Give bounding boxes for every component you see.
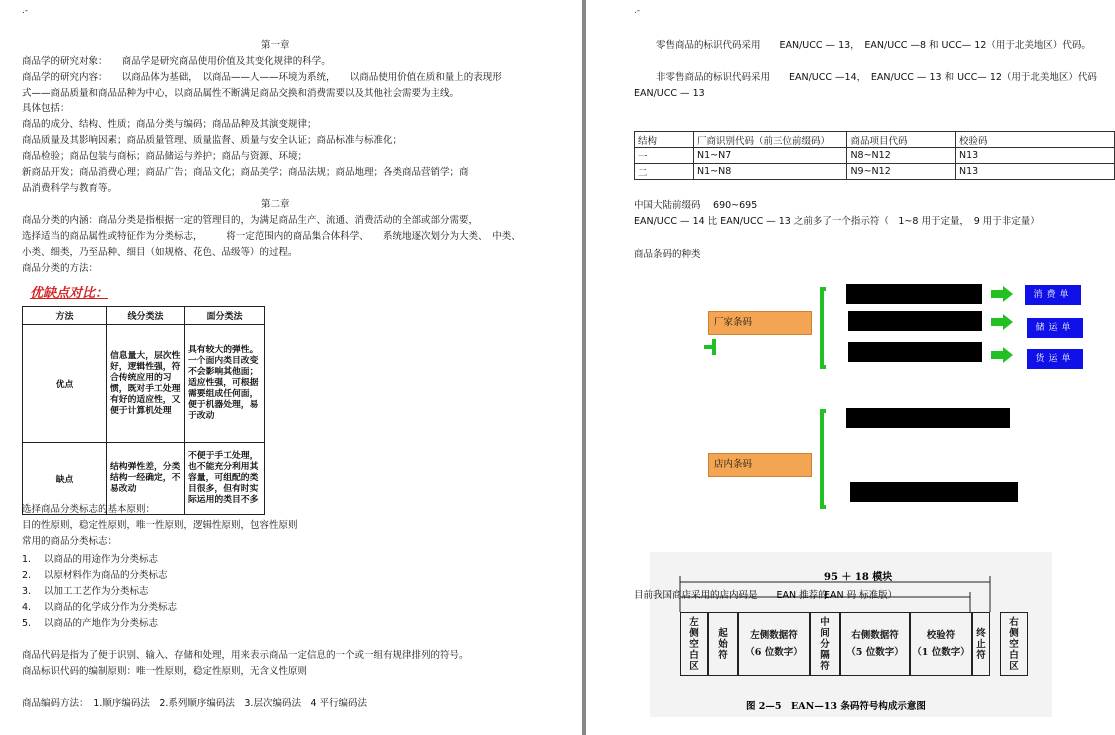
table-cell: 一 (635, 148, 694, 164)
figure-top-label: 95 ＋ 18 模块 (824, 572, 893, 583)
store-code-text: 目前我国商店采用的店内码是 EAN 推荐的 (634, 590, 828, 601)
green-arrow-icon (991, 314, 1013, 330)
corner-mark: .- (634, 6, 641, 16)
code-principle: 商品标识代码的编制原则：唯一性原则，稳定性原则，无含义性原则 (22, 666, 308, 677)
table-cell: N13 (956, 164, 1115, 180)
barcode-bar (848, 311, 982, 331)
consumer-unit-box: 消费单 (1025, 285, 1081, 305)
chapter-1-title: 第一章 (261, 40, 290, 51)
right-quiet-label: 右侧空白区 (1009, 616, 1019, 672)
code-methods: 商品编码方法： 1.顺序编码法 2.系列顺序编码法 3.层次编码法 4 平行编码法 (22, 698, 368, 709)
end-guard-label: 终止符 (976, 627, 986, 661)
check-digit-label: 校验符 (926, 630, 956, 641)
right-data-label: 右侧数据符 (851, 630, 899, 641)
row-label: 缺点 (23, 443, 107, 515)
code-definition: 商品代码是指为了便于识别、输入、存储和处理，用来表示商品一定信息的一个或一组有规律排列的符号。 (22, 650, 469, 661)
ean13-figure (634, 552, 1052, 717)
list-item: 以商品的产地作为分类标志 (44, 618, 159, 629)
barcode-bar (848, 342, 982, 362)
code-structure-table (634, 131, 1115, 180)
green-arrow-icon (991, 286, 1013, 302)
principles-heading: 选择商品分类标志的基本原则： (22, 504, 156, 515)
list-item: 以原材料作为商品的分类标志 (44, 570, 168, 581)
ch2-line: 小类、细类，乃至品种、细目（如规格、花色、品级等）的过程。 (22, 247, 298, 258)
table-header: 厂商识别代码（前三位前缀码） (694, 132, 847, 148)
start-guard-label: 起始符 (718, 627, 728, 661)
barcode-bar (850, 482, 1018, 502)
nonretail-text-cont: EAN/UCC — 13 (634, 88, 705, 99)
table-cell: N9~N12 (847, 164, 956, 180)
barcode-bar (846, 408, 1010, 428)
corner-mark: .- (22, 6, 29, 16)
barcode-bar (846, 284, 982, 304)
ch1-line: 商品检验；商品包装与商标；商品储运与养护；商品与资源、环境； (22, 151, 308, 162)
end-guard (972, 612, 990, 676)
center-guard (810, 612, 840, 676)
principles-text: 目的性原则，稳定性原则，唯一性原则，逻辑性原则，包容性原则 (22, 520, 298, 531)
compare-table (22, 306, 265, 515)
left-data-label: 左侧数据符 (750, 630, 798, 641)
prefix-text: 中国大陆前缀码 690~695 (634, 200, 758, 211)
retail-text: 零售商品的标识代码采用 EAN/UCC — 13， EAN/UCC —8 和 UCC— 12（用于北美地区）代码。 (656, 40, 1091, 51)
table-cell: 信息量大，层次性好，逻辑性强，符合传统应用的习惯，既对手工处理有好的适应性，又便于计算机处理 (107, 325, 185, 443)
table-cell: 结构弹性差，分类结构一经确定，不易改动 (107, 443, 185, 515)
table-header: 校验码 (956, 132, 1115, 148)
ch2-line: 选择适当的商品属性或特征作为分类标志， 将一定范围内的商品集合体科学、 系统地逐次划分为大类、 中类、 (22, 231, 521, 242)
shipping-unit-box: 货运单 (1027, 349, 1083, 369)
list-item: 以商品的用途作为分类标志 (44, 554, 159, 565)
green-arrow-icon (991, 347, 1013, 363)
left-quiet-zone (680, 612, 708, 676)
ean14-text: EAN/UCC — 14 比 EAN/UCC — 13 之前多了一个指示符（ 1~8 用于定量， 9 用于非定量） (634, 216, 1040, 227)
ch1-line: 式——商品质量和商品品种为中心，以商品属性不断满足商品交换和消费需要以及其他社会需要为主线。 (22, 88, 460, 99)
right-data-section (840, 612, 910, 676)
check-digit-count: （1 位数字） (912, 647, 970, 658)
table-cell: 不便于手工处理，也不能充分利用其容量，可组配的类目很多，但有时实际运用的类目不多 (185, 443, 265, 515)
center-guard-label: 中间分隔符 (820, 616, 830, 672)
ch1-line: 品消费科学与教育等。 (22, 183, 118, 194)
table-header: 结构 (635, 132, 694, 148)
store-barcode-box: 店内条码 (708, 453, 812, 477)
list-item: 以加工工艺作为分类标志 (44, 586, 149, 597)
barcode-types-heading: 商品条码的种类 (634, 249, 701, 260)
list-num: 1. (22, 554, 32, 565)
check-digit-section (910, 612, 972, 676)
factory-barcode-box: 厂家条码 (708, 311, 812, 335)
table-cell: 二 (635, 164, 694, 180)
right-quiet-zone (1000, 612, 1028, 676)
left-quiet-label: 左侧空白区 (689, 616, 699, 672)
ch1-line: 新商品开发；商品消费心理；商品广告；商品文化；商品美学；商品法规；商品地理；各类商品营销学；商 (22, 167, 469, 178)
table-header: 线分类法 (107, 307, 185, 325)
left-data-section (738, 612, 810, 676)
table-header: 面分类法 (185, 307, 265, 325)
list-item: 以商品的化学成分作为分类标志 (44, 602, 178, 613)
table-header: 方法 (23, 307, 107, 325)
start-guard (708, 612, 738, 676)
ch2-line: 商品分类的方法： (22, 263, 99, 274)
table-cell: N8~N12 (847, 148, 956, 164)
ch1-line: 商品学的研究内容： 以商品体为基础， 以商品——人——环境为系统， 以商品使用价值在质和量上的表现形 (22, 72, 502, 83)
nonretail-text: 非零售商品的标识代码采用 EAN/UCC —14， EAN/UCC — 13 和 UCC— 12（用于北美地区）代码 (656, 72, 1097, 83)
figure-caption: 图 2—5 EAN—13 条码符号构成示意图 (746, 701, 926, 712)
table-header: 商品项目代码 (847, 132, 956, 148)
table-cell: N1~N7 (694, 148, 847, 164)
storage-unit-box: 储运单 (1027, 318, 1083, 338)
ch1-line: 商品的成分、结构、性质；商品分类与编码；商品品种及其演变规律； (22, 119, 317, 130)
list-num: 2. (22, 570, 32, 581)
left-data-digits: （6 位数字） (745, 647, 803, 658)
ch1-line: 商品质量及其影响因素；商品质量管理、质量监督、质量与安全认证；商品标准与标准化； (22, 135, 403, 146)
right-data-digits: （5 位数字） (846, 647, 904, 658)
list-num: 3. (22, 586, 32, 597)
table-cell: 具有较大的弹性。一个面内类目改变不会影响其他面；适应性强，可根据需要组成任何面，便于机器处理，易于改动 (185, 325, 265, 443)
store-code-text-b: EAN 码 标准版） (824, 590, 898, 601)
table-cell: N1~N8 (694, 164, 847, 180)
common-heading: 常用的商品分类标志： (22, 536, 118, 547)
compare-title: 优缺点对比： (30, 286, 109, 301)
row-label: 优点 (23, 325, 107, 443)
ch1-line: 商品学的研究对象： 商品学是研究商品使用价值及其变化规律的科学。 (22, 56, 331, 67)
ch1-line: 具体包括： (22, 103, 70, 114)
right-page (586, 0, 1115, 735)
list-num: 4. (22, 602, 32, 613)
ch2-line: 商品分类的内涵：商品分类是指根据一定的管理目的，为满足商品生产、流通、消费活动的全部或部分需要， (22, 215, 479, 226)
table-cell: N13 (956, 148, 1115, 164)
list-num: 5. (22, 618, 32, 629)
chapter-2-title: 第二章 (261, 199, 290, 210)
